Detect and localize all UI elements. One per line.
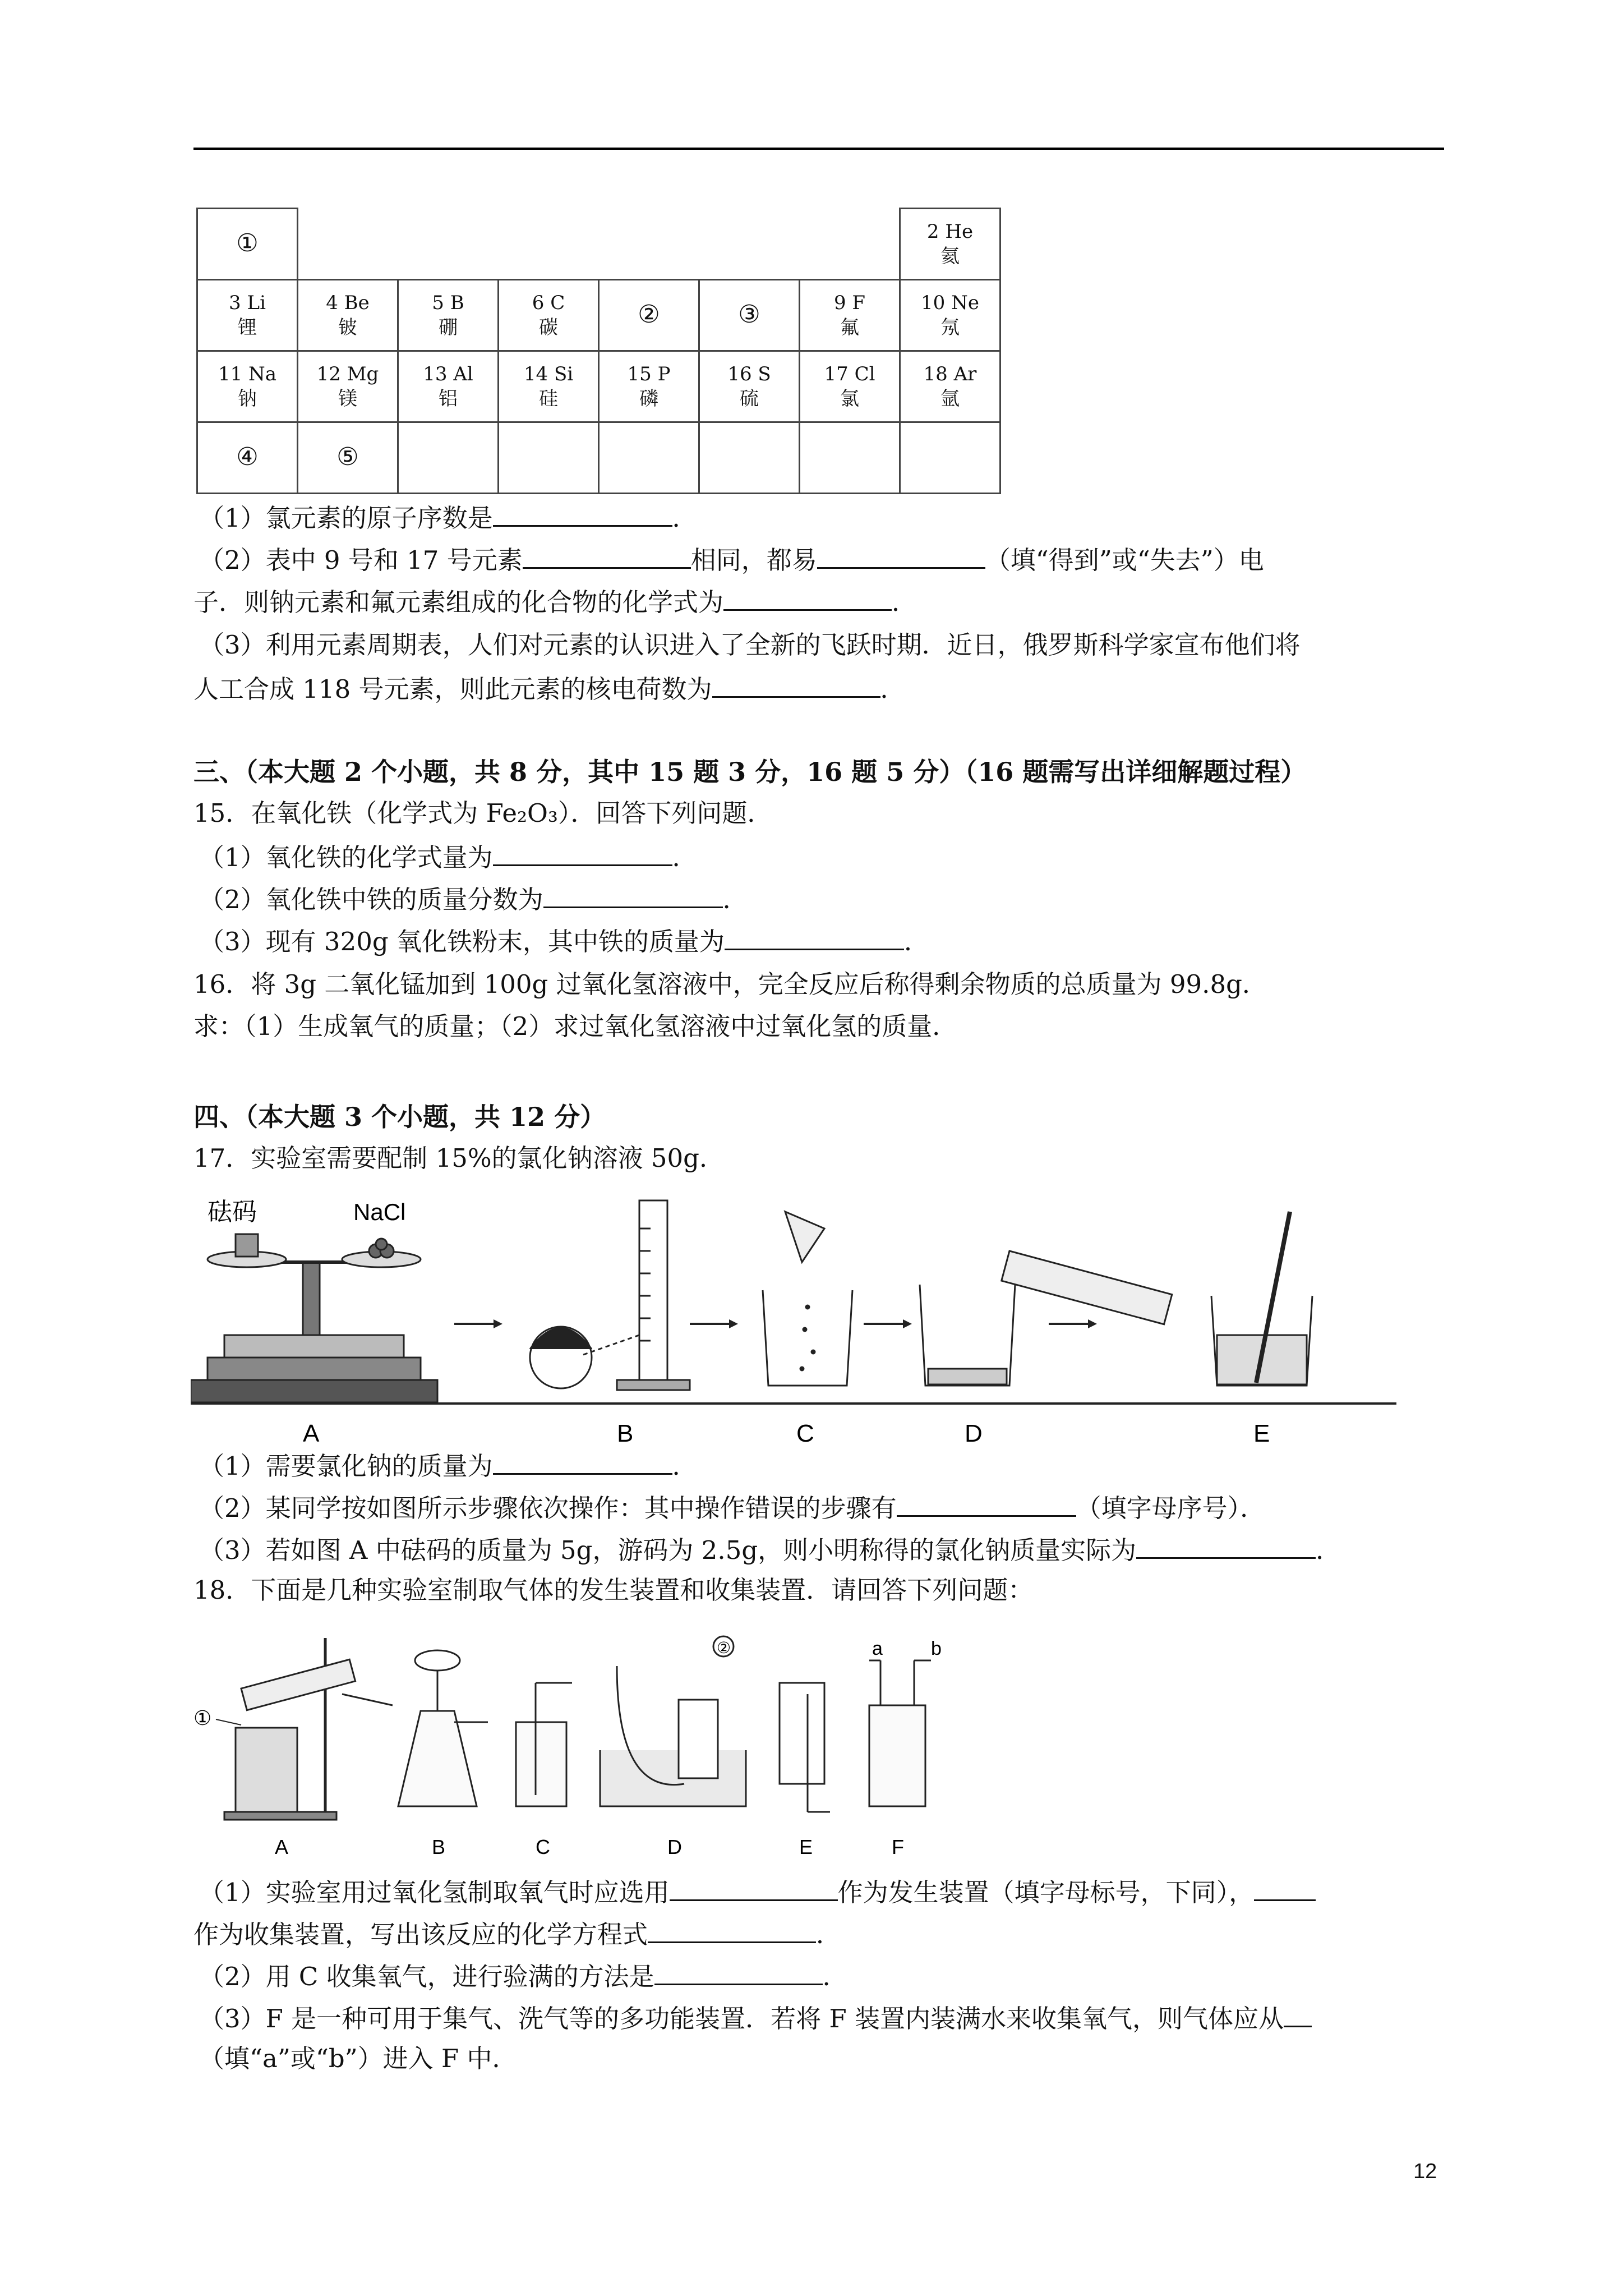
element-symbol: 3 Li xyxy=(229,292,266,314)
q17-part2: （2）某同学按如图所示步骤依次操作：其中操作错误的步骤有 （填字母序号）． xyxy=(199,1489,1265,1525)
fig-label-d: D xyxy=(965,1420,983,1447)
element-name: 碳 xyxy=(539,316,558,339)
element-symbol: 18 Ar xyxy=(923,363,977,385)
q14-part3-cont: 人工合成 118 号元素，则此元素的核电荷数为 ． xyxy=(193,670,906,706)
element-symbol: 6 C xyxy=(532,292,565,314)
element-cell xyxy=(499,351,599,422)
element-cell xyxy=(699,422,800,494)
fig18-label-a: A xyxy=(275,1835,289,1858)
q18-part1-cont: 作为收集装置，写出该反应的化学方程式 ． xyxy=(193,1916,841,1952)
beaker-icon xyxy=(763,1212,852,1386)
q14-part2: （2）表中 9 号和 17 号元素 相同，都易 （填“得到”或“失去”）电 xyxy=(199,541,1264,577)
element-cell xyxy=(900,280,1000,351)
section-4-heading: 四、（本大题 3 个小题，共 12 分） xyxy=(193,1102,606,1132)
fig-label-b: B xyxy=(617,1420,634,1447)
unknown-element-mark: ④ xyxy=(236,442,259,471)
element-cell xyxy=(499,280,599,351)
element-name: 氯 xyxy=(840,388,859,410)
element-name: 锂 xyxy=(238,316,257,339)
element-cell xyxy=(197,351,298,422)
q17-part1: （1）需要氯化钠的质量为 ． xyxy=(199,1447,698,1483)
element-name: 铍 xyxy=(338,316,357,339)
fig18-label-e: E xyxy=(799,1835,813,1858)
fig18-label-b: B xyxy=(432,1835,446,1858)
port-a-label: a xyxy=(872,1638,883,1659)
q14-part3: （3）利用元素周期表，人们对元素的认识进入了全新的飞跃时期．近日，俄罗斯科学家宣布他们将 xyxy=(199,630,1301,660)
balance-icon xyxy=(191,1234,437,1402)
arrowhead-icon xyxy=(494,1319,502,1328)
element-name: 硫 xyxy=(740,388,759,410)
periodic-table-row xyxy=(197,351,1000,422)
unknown-element-mark: ⑤ xyxy=(336,442,359,471)
pouring-icon xyxy=(920,1251,1172,1386)
element-cell xyxy=(699,280,800,351)
port-b-label: b xyxy=(931,1638,942,1659)
fig18-label-d: D xyxy=(667,1835,682,1858)
q18-part3: （3）F 是一种可用于集气、洗气等的多功能装置．若将 F 装置内装满水来收集氧气，则气体应从 xyxy=(199,2000,1312,2036)
element-symbol: 9 F xyxy=(833,292,866,314)
q18-part2: （2）用 C 收集氧气，进行验满的方法是 ． xyxy=(199,1958,848,1994)
element-name: 硅 xyxy=(539,388,558,410)
element-symbol: 15 P xyxy=(627,363,671,385)
fig18-label-c: C xyxy=(536,1835,550,1858)
element-symbol: 12 Mg xyxy=(316,363,379,385)
q17-stem: 17．实验室需要配制 15%的氯化钠溶液 50g． xyxy=(193,1143,725,1173)
element-cell xyxy=(298,422,398,494)
answer-blank[interactable] xyxy=(493,839,672,866)
fig-label-c: C xyxy=(796,1420,814,1447)
element-name: 磷 xyxy=(639,388,658,410)
page-number: 12 xyxy=(1413,2160,1437,2183)
element-symbol: 4 Be xyxy=(326,292,370,314)
q17-part3: （3）若如图 A 中砝码的质量为 5g，游码为 2.5g，则小明称得的氯化钠质量实际为 ． xyxy=(199,1531,1341,1567)
conical-flask-icon xyxy=(398,1650,488,1806)
element-symbol: 11 Na xyxy=(218,363,277,385)
nacl-label: NaCl xyxy=(353,1199,406,1225)
upward-collection-bottle-icon xyxy=(516,1683,572,1806)
element-cell xyxy=(499,422,599,494)
element-cell xyxy=(197,209,298,280)
element-name: 镁 xyxy=(338,388,357,410)
element-cell xyxy=(699,351,800,422)
q18-part3-cont: （填“a”或“b”）进入 F 中． xyxy=(199,2044,518,2073)
element-symbol: 17 Cl xyxy=(824,363,875,385)
element-cell xyxy=(900,351,1000,422)
answer-blank[interactable] xyxy=(725,923,904,950)
element-cell xyxy=(900,422,1000,494)
element-symbol: 16 S xyxy=(727,363,771,385)
fig-label-e: E xyxy=(1253,1420,1270,1447)
element-name: 氟 xyxy=(840,316,859,339)
mark-1: ① xyxy=(193,1707,212,1730)
element-symbol: 2 He xyxy=(926,220,974,243)
element-cell xyxy=(900,209,1000,280)
answer-blank[interactable] xyxy=(654,1958,823,1985)
answer-blank[interactable] xyxy=(897,1489,1076,1517)
water-trough-icon xyxy=(600,1636,746,1806)
element-cell xyxy=(599,351,699,422)
header-rule xyxy=(193,148,1444,150)
element-cell xyxy=(197,280,298,351)
answer-blank[interactable] xyxy=(1284,2000,1312,2027)
unknown-element-mark: ② xyxy=(638,300,660,329)
element-cell xyxy=(197,422,298,494)
answer-blank[interactable] xyxy=(817,541,985,569)
multi-purpose-bottle-icon xyxy=(869,1660,931,1806)
q14-part2-cont: 子．则钠元素和氟元素组成的化合物的化学式为 ． xyxy=(193,583,917,619)
weight-label: 砝码 xyxy=(208,1198,257,1226)
element-cell xyxy=(699,209,800,280)
q18-part1: （1）实验室用过氧化氢制取氧气时应选用 作为发生装置（填字母标号，下同）， xyxy=(199,1874,1316,1910)
q16-stem: 16．将 3g 二氧化锰加到 100g 过氧化氢溶液中，完全反应后称得剩余物质的总质量为 99.8g． xyxy=(193,969,1267,999)
element-cell xyxy=(800,351,900,422)
element-name: 铝 xyxy=(439,388,458,410)
answer-blank[interactable] xyxy=(1254,1874,1316,1901)
answer-blank[interactable] xyxy=(723,583,892,611)
element-cell xyxy=(398,209,499,280)
answer-blank[interactable] xyxy=(543,881,723,908)
answer-blank[interactable] xyxy=(712,670,880,698)
arrowhead-icon xyxy=(903,1319,912,1328)
element-cell xyxy=(499,209,599,280)
periodic-table-row xyxy=(197,422,1000,494)
answer-blank[interactable] xyxy=(670,1874,838,1901)
periodic-table-row xyxy=(197,280,1000,351)
element-cell xyxy=(599,209,699,280)
element-cell xyxy=(398,280,499,351)
answer-blank[interactable] xyxy=(493,1447,672,1475)
element-symbol: 14 Si xyxy=(523,363,574,385)
arrowhead-icon xyxy=(1088,1319,1097,1328)
q16-ask: 求：（1）生成氧气的质量；（2）求过氧化氢溶液中过氧化氢的质量． xyxy=(193,1011,958,1041)
q18-stem: 18．下面是几种实验室制取气体的发生装置和收集装置．请回答下列问题： xyxy=(193,1575,1034,1605)
solution-preparation-figure xyxy=(191,1195,1402,1453)
arrowhead-icon xyxy=(729,1319,738,1328)
fig18-label-f: F xyxy=(892,1835,904,1858)
element-cell xyxy=(599,422,699,494)
q15-part1: （1）氧化铁的化学式量为 ． xyxy=(199,839,698,875)
element-name: 钠 xyxy=(238,388,257,410)
element-symbol: 5 B xyxy=(432,292,464,314)
mark-2: ② xyxy=(717,1639,731,1657)
element-cell xyxy=(298,351,398,422)
gas-apparatus-figure xyxy=(191,1627,1021,1862)
element-cell xyxy=(800,422,900,494)
graduated-cylinder-icon xyxy=(617,1200,690,1390)
downward-collection-bottle-icon xyxy=(780,1683,830,1812)
element-name: 硼 xyxy=(439,316,458,339)
leader-line xyxy=(216,1719,241,1725)
element-name: 氦 xyxy=(940,245,960,268)
element-cell xyxy=(599,280,699,351)
answer-blank[interactable] xyxy=(1136,1531,1316,1559)
q14-part1: （1）氯元素的原子序数是 ． xyxy=(199,499,698,535)
element-cell xyxy=(398,422,499,494)
element-cell xyxy=(298,209,398,280)
fig-label-a: A xyxy=(303,1420,320,1447)
stirring-icon xyxy=(1211,1212,1312,1386)
unknown-element-mark: ① xyxy=(236,228,259,257)
answer-blank[interactable] xyxy=(648,1916,816,1943)
periodic-table-row xyxy=(197,209,1000,280)
q15-part3: （3）现有 320g 氧化铁粉末，其中铁的质量为 ． xyxy=(199,923,929,959)
element-cell xyxy=(800,209,900,280)
q15-stem: 15．在氧化铁（化学式为 Fe₂O₃）．回答下列问题． xyxy=(193,798,773,828)
answer-blank[interactable] xyxy=(493,499,672,527)
element-symbol: 13 Al xyxy=(423,363,473,385)
periodic-table xyxy=(196,208,1001,494)
answer-blank[interactable] xyxy=(523,541,691,569)
element-cell xyxy=(398,351,499,422)
element-name: 氖 xyxy=(940,316,960,339)
element-cell xyxy=(800,280,900,351)
element-name: 氩 xyxy=(940,388,960,410)
heating-apparatus-icon xyxy=(224,1638,393,1820)
element-cell xyxy=(298,280,398,351)
q15-part2: （2）氧化铁中铁的质量分数为 ． xyxy=(199,881,748,917)
unknown-element-mark: ③ xyxy=(738,300,760,329)
element-symbol: 10 Ne xyxy=(921,292,979,314)
section-3-heading: 三、（本大题 2 个小题，共 8 分，其中 15 题 3 分，16 题 5 分）（16 题需写出详细解题过程） xyxy=(193,757,1307,787)
